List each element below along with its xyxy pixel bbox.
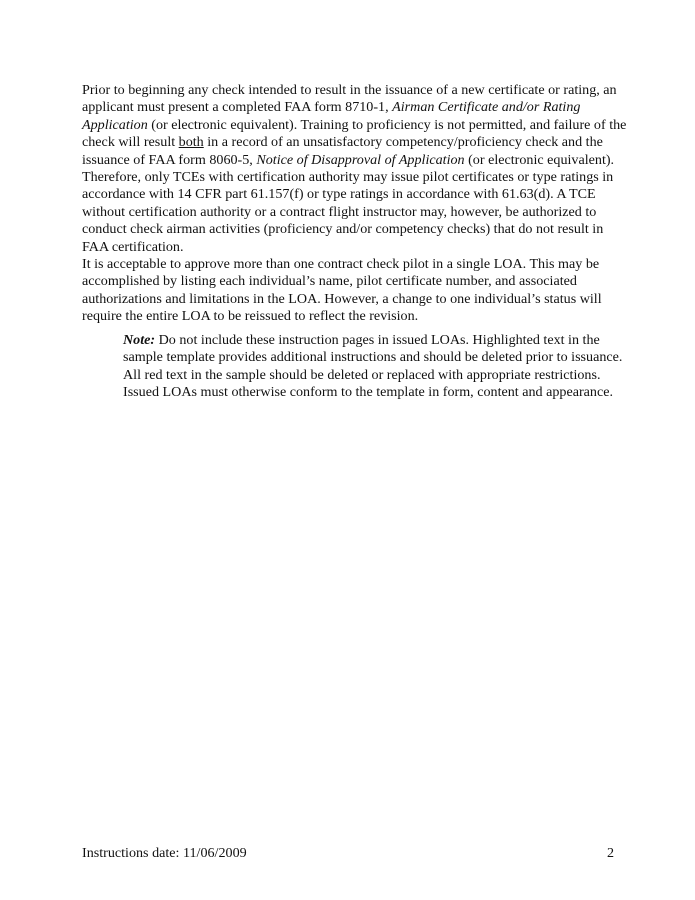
text-line: require the entire LOA to be reissued to reflect the revision. (82, 308, 419, 325)
text-line (82, 152, 626, 169)
text-run: (or electronic equivalent). (464, 151, 615, 168)
text-run: check will result (82, 134, 179, 151)
text-line (82, 134, 626, 151)
text-line: Therefore, only TCEs with certification authority may issue pilot certificates or type ratings in (82, 169, 614, 186)
text-line: Issued LOAs must otherwise conform to the template in form, content and appearance. (123, 384, 613, 401)
note-block (123, 332, 622, 402)
form-title-italic: Airman Certificate and/or Rating (392, 99, 581, 116)
text-line: accordance with 14 CFR part 61.157(f) or type ratings in accordance with 61.63(d). A TCE (82, 186, 596, 203)
paragraph-certification-requirements (82, 82, 626, 256)
text-line (82, 117, 626, 134)
text-line: All red text in the sample should be deleted or replaced with appropriate restrictions. (123, 366, 601, 383)
form-title-italic: Application (82, 116, 148, 133)
note-label: Note: (123, 332, 156, 348)
underlined-emphasis: both (178, 134, 204, 151)
text-line: accomplished by listing each individual’s name, pilot certificate number, and associated (82, 273, 577, 290)
text-line: without certification authority or a contract flight instructor may, however, be authorized to (82, 203, 597, 220)
text-line (82, 99, 626, 116)
text-line: authorizations and limitations in the LOA. However, a change to one individual’s status will (82, 290, 602, 307)
text-run: applicant must present a completed FAA form 8710-1, (82, 99, 393, 116)
text-line: It is acceptable to approve more than one contract check pilot in a single LOA. This may be (82, 256, 600, 272)
text-run: in a record of an unsatisfactory competency/proficiency check and the (203, 134, 603, 151)
text-line: sample template provides additional instructions and should be deleted prior to issuance. (123, 349, 623, 366)
text-run: Do not include these instruction pages in issued LOAs. Highlighted text in the (155, 332, 600, 348)
instructions-date: Instructions date: 11/06/2009 (82, 845, 247, 861)
text-run: (or electronic equivalent). Training to proficiency is not permitted, and failure of the (147, 116, 627, 133)
page-footer (82, 845, 614, 862)
page-number: 2 (606, 845, 614, 861)
text-run: issuance of FAA form 8060-5, (82, 151, 257, 168)
form-title-italic: Notice of Disapproval of Application (256, 151, 465, 168)
text-line (123, 332, 622, 349)
paragraph-multiple-pilots (82, 256, 602, 326)
text-line: FAA certification. (82, 238, 184, 255)
text-line: Prior to beginning any check intended to result in the issuance of a new certificate or rating, an (82, 82, 617, 98)
text-line: conduct check airman activities (proficiency and/or competency checks) that do not result in (82, 221, 604, 238)
